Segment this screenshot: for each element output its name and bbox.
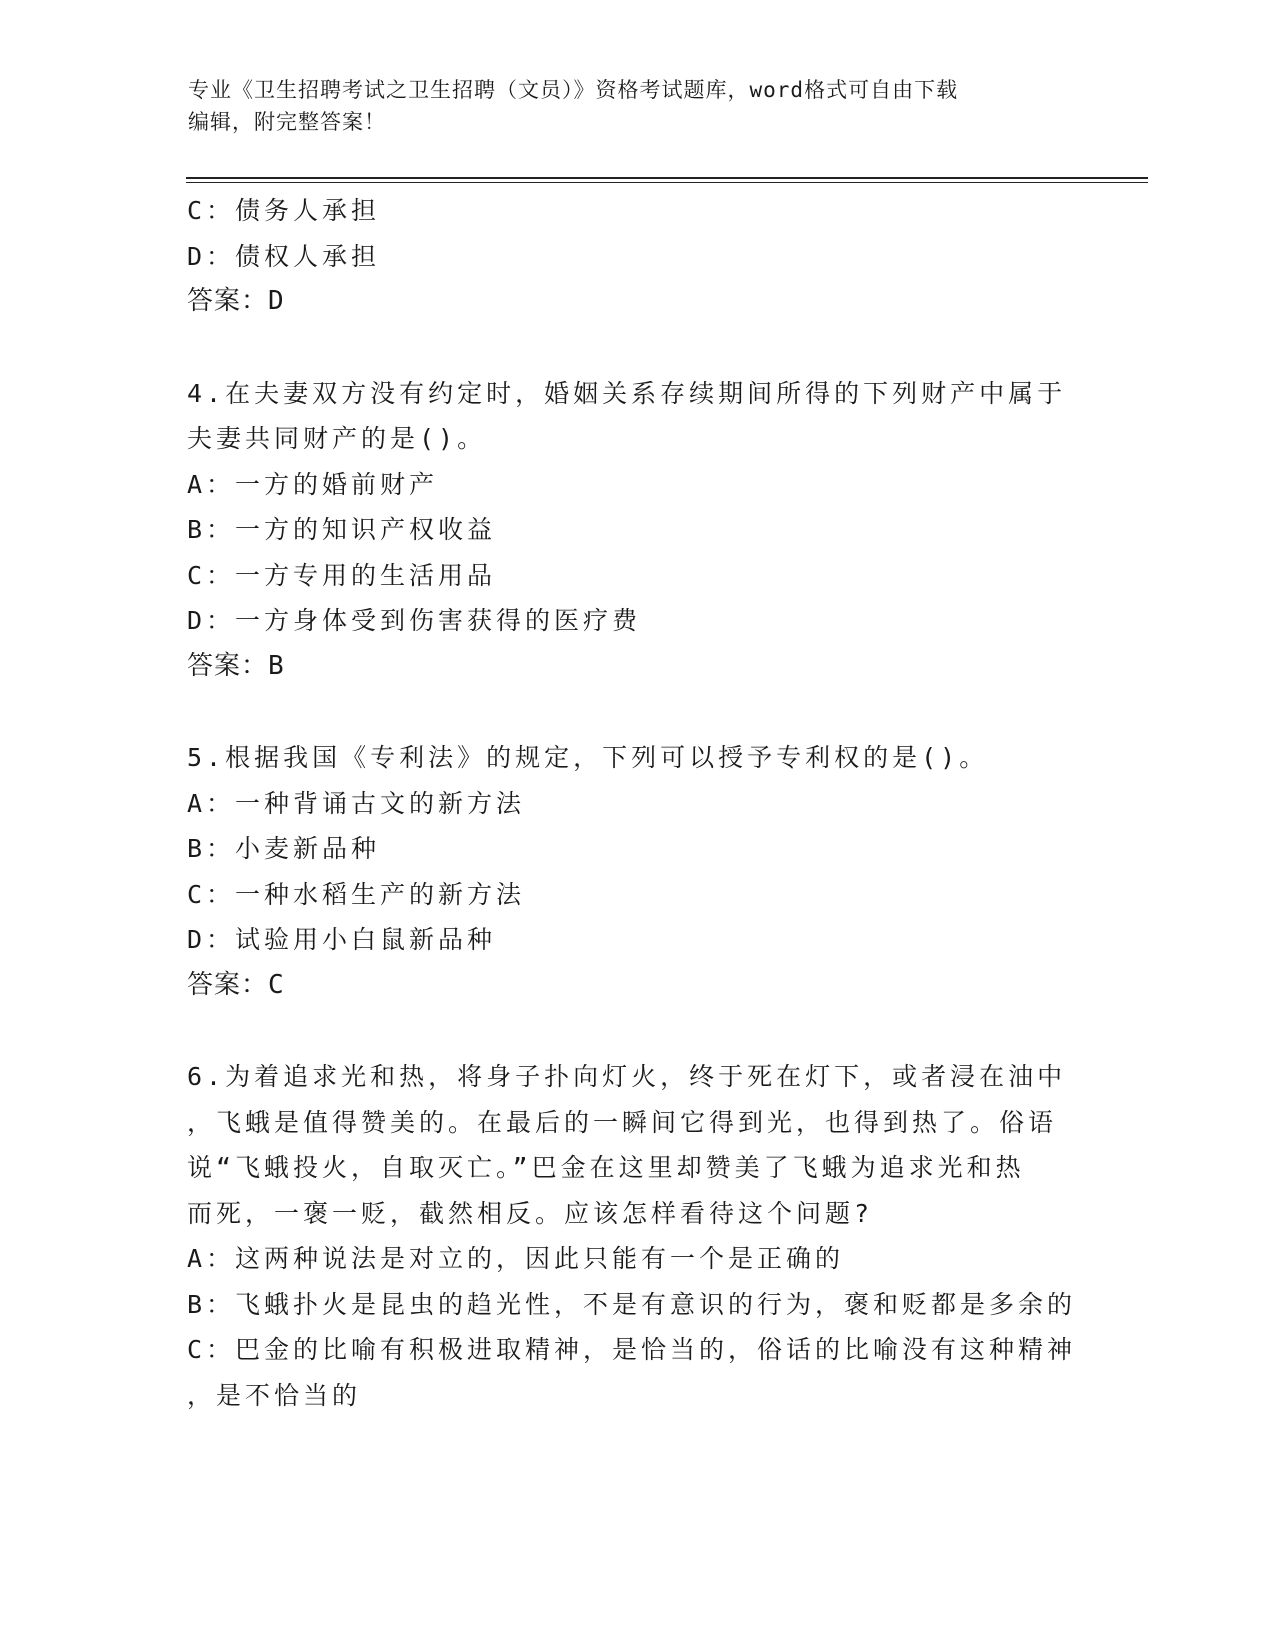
question-5-stem: 5.根据我国《专利法》的规定，下列可以授予专利权的是()。 bbox=[187, 743, 989, 772]
option-b: B：飞蛾扑火是昆虫的趋光性，不是有意识的行为，褒和贬都是多余的 bbox=[187, 1289, 1077, 1319]
header-divider-thin bbox=[186, 182, 1148, 183]
option-d: D：试验用小白鼠新品种 bbox=[187, 925, 497, 954]
question-6-stem-4: 而死，一褒一贬，截然相反。应该怎样看待这个问题? bbox=[187, 1198, 874, 1228]
question-4-stem-2: 夫妻共同财产的是()。 bbox=[187, 424, 487, 453]
header-line-2: 编辑，附完整答案！ bbox=[188, 110, 386, 134]
answer: 答案：B bbox=[187, 650, 285, 681]
option-d: D：一方身体受到伤害获得的医疗费 bbox=[187, 606, 642, 635]
spacer bbox=[187, 689, 1117, 735]
header-line-1: 专业《卫生招聘考试之卫生招聘（文员）》资格考试题库，word格式可自由下载 bbox=[188, 78, 959, 102]
option-c: C：债务人承担 bbox=[187, 196, 381, 225]
answer: 答案：D bbox=[187, 286, 285, 316]
spacer bbox=[187, 325, 1117, 371]
option-b: B：一方的知识产权收益 bbox=[187, 515, 497, 544]
option-a: A：一方的婚前财产 bbox=[187, 469, 439, 499]
header-divider-thick bbox=[186, 177, 1148, 179]
option-d: D：债权人承担 bbox=[187, 241, 381, 271]
question-6-stem-2: ，飞蛾是值得赞美的。在最后的一瞬间它得到光，也得到热了。俗语 bbox=[187, 1107, 1058, 1137]
option-c: C：一种水稻生产的新方法 bbox=[187, 879, 526, 909]
spacer bbox=[187, 1008, 1117, 1054]
question-content bbox=[187, 188, 1117, 1418]
question-4-stem-1: 4.在夫妻双方没有约定时，婚姻关系存续期间所得的下列财产中属于 bbox=[187, 378, 1067, 408]
option-c: C：巴金的比喻有积极进取精神，是恰当的，俗话的比喻没有这种精神 bbox=[187, 1335, 1077, 1364]
answer: 答案：C bbox=[187, 969, 285, 1000]
option-a: A：一种背诵古文的新方法 bbox=[187, 788, 526, 818]
option-c-continued: ，是不恰当的 bbox=[187, 1380, 362, 1410]
question-6-stem-1: 6.为着追求光和热，将身子扑向灯火，终于死在灯下，或者浸在油中 bbox=[187, 1062, 1067, 1091]
option-b: B：小麦新品种 bbox=[187, 834, 381, 863]
option-a: A：这两种说法是对立的，因此只能有一个是正确的 bbox=[187, 1244, 845, 1273]
option-c: C：一方专用的生活用品 bbox=[187, 560, 497, 590]
question-6-stem-3: 说“飞蛾投火，自取灭亡。”巴金在这里却赞美了飞蛾为追求光和热 bbox=[187, 1153, 1025, 1182]
document-header bbox=[188, 74, 1088, 138]
